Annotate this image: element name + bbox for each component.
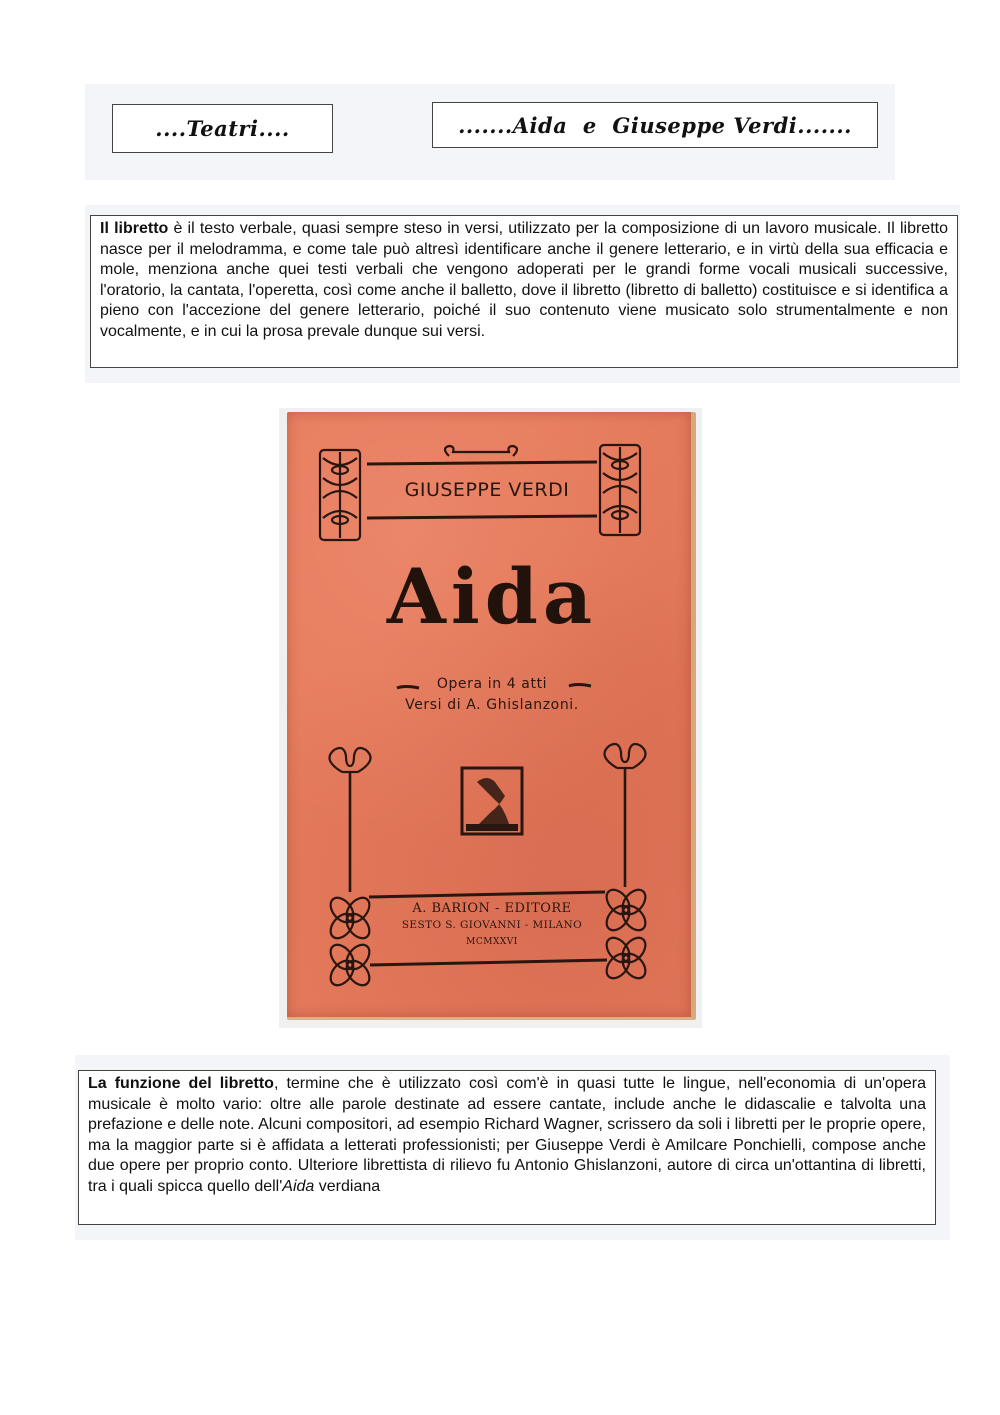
funzione-paragraph-box [78, 1070, 936, 1225]
cover-title: Aida [386, 552, 598, 641]
libretto-cover-photo [279, 408, 702, 1028]
section-title-teatri-text: ....Teatri.... [155, 116, 290, 141]
left-knot-ornament [320, 450, 360, 540]
intro-text: è il testo verbale, quasi sempre steso in versi, utilizzato per la composizione di un lavoro musicale. Il libretto nasce per il melodramma, e come tale può altresì identificare anche il genere letterario, e in virtù della sua efficacia e mole, menziona anche quei testi verbali che vengono adoperati per le grandi forme vocali musicali successive, l'oratorio, la cantata, l'operetta, così come anche il balletto, dove il libretto (libretto di balletto) costituisce e si identifica a pieno con l'accezione del genere letterario, poiché il suo contenuto viene musicato solo strumentalmente e non vocalmente, e in cui la prosa prevale dunque sui versi. [100, 220, 948, 340]
intro-paragraph [100, 219, 948, 343]
funzione-text: , termine che è utilizzato così com'è in quasi tutte le lingue, nell'economia di un'opera musicale è molto vario: oltre alle parole destinate ad essere cantate, include anche le didascalie e talvolta una prefazione e delle note. Alcuni compositori, ad esempio Richard Wagner, scrissero da soli i libretti per le proprie opere, ma la maggior parte si è affidata a letterati professionisti; per Giuseppe Verdi è Amilcare Ponchielli, compose anche due opere per proprio conto. Ulteriore librettista di rilievo fu Antonio Ghislanzoni, autore di circa un'ottantina di libretti, tra i quali spicca quello dell' [88, 1075, 927, 1195]
bottom-rule-lower [370, 960, 607, 965]
funzione-bold-term: La funzione del libretto [88, 1075, 274, 1092]
cover-subtitle-line2: Versi di A. Ghislanzoni. [405, 697, 579, 713]
funzione-text-end: verdiana [314, 1177, 381, 1195]
funzione-paragraph [88, 1074, 926, 1198]
section-title-teatri [112, 104, 333, 153]
top-rule-lower [367, 516, 597, 518]
funzione-italic-aida: Aida [282, 1177, 315, 1195]
right-scroll-post-ornament [605, 744, 646, 887]
publisher-emblem [462, 768, 522, 834]
cover-publisher [367, 900, 617, 951]
page-title-text: .......Aida e Giuseppe Verdi....... [458, 112, 852, 138]
top-rule-upper [367, 462, 597, 464]
bottom-rule-upper [369, 892, 605, 897]
book-cover [287, 412, 696, 1020]
cover-publisher-line2: SESTO S. GIOVANNI - MILANO [401, 919, 583, 931]
page-title-aida-verdi [432, 102, 878, 148]
left-scroll-post-ornament [330, 748, 371, 892]
cover-author: GIUSEPPE VERDI [404, 479, 570, 501]
cover-publisher-line1: A. BARION - EDITORE [412, 901, 572, 916]
top-scroll-ornament [445, 446, 517, 456]
intro-paragraph-box [90, 215, 958, 368]
cover-publisher-year: MCMXXVI [466, 937, 518, 947]
cover-subtitle [347, 674, 637, 716]
cover-subtitle-line1: Opera in 4 atti [436, 676, 548, 692]
intro-bold-term: Il libretto [100, 220, 169, 237]
